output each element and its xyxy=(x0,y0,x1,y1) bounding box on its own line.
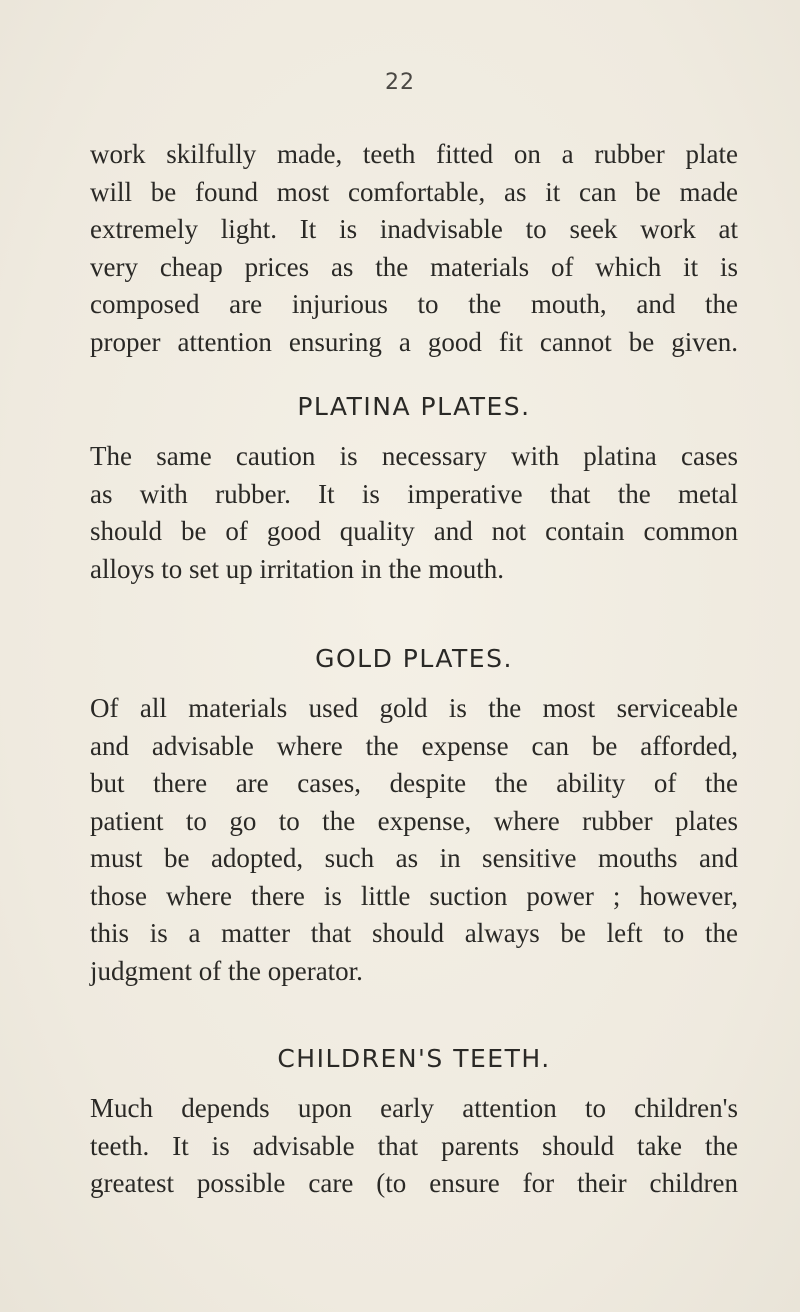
text-line: must be adopted, such as in sensitive mouths and xyxy=(90,843,738,873)
text-line: and advisable where the expense can be afforded, xyxy=(90,730,738,761)
text-line: as with rubber. It is imperative that the metal xyxy=(90,478,738,509)
text-line: work skilfully made, teeth fitted on a rubber plate xyxy=(90,139,738,169)
text-line: those where there is little suction power ; however, xyxy=(90,880,738,911)
heading-gold-plates: GOLD PLATES. xyxy=(315,644,513,673)
page-number: 22 xyxy=(385,70,415,95)
text-line: very cheap prices as the materials of which it is xyxy=(90,251,738,282)
text-line: this is a matter that should always be left to the xyxy=(90,918,738,948)
text-line: judgment of the operator. xyxy=(90,955,363,986)
text-line: Of all materials used gold is the most serviceable xyxy=(90,693,738,723)
text-line: composed are injurious to the mouth, and the xyxy=(90,289,738,319)
text-line: Much depends upon early attention to children's xyxy=(90,1093,738,1123)
paragraph-childrens-teeth xyxy=(90,1090,738,1203)
text-line: should be of good quality and not contain common xyxy=(90,516,738,546)
text-line: greatest possible care (to ensure for their children xyxy=(90,1168,738,1198)
text-line: proper attention ensuring a good fit cannot be given. xyxy=(90,326,738,357)
text-line: but there are cases, despite the ability of the xyxy=(90,768,738,798)
paragraph-platina-plates xyxy=(90,438,738,588)
text-line: teeth. It is advisable that parents should take the xyxy=(90,1130,738,1161)
text-line: will be found most comfortable, as it can be made xyxy=(90,176,738,207)
text-line: The same caution is necessary with platina cases xyxy=(90,441,738,471)
paragraph-rubber-plates xyxy=(90,136,738,361)
text-line: patient to go to the expense, where rubber plates xyxy=(90,805,738,836)
text-line: extremely light. It is inadvisable to seek work at xyxy=(90,214,738,244)
heading-childrens-teeth: CHILDREN'S TEETH. xyxy=(277,1044,551,1073)
text-line: alloys to set up irritation in the mouth. xyxy=(90,553,504,584)
paragraph-gold-plates xyxy=(90,690,738,990)
heading-platina-plates: PLATINA PLATES. xyxy=(297,392,531,421)
